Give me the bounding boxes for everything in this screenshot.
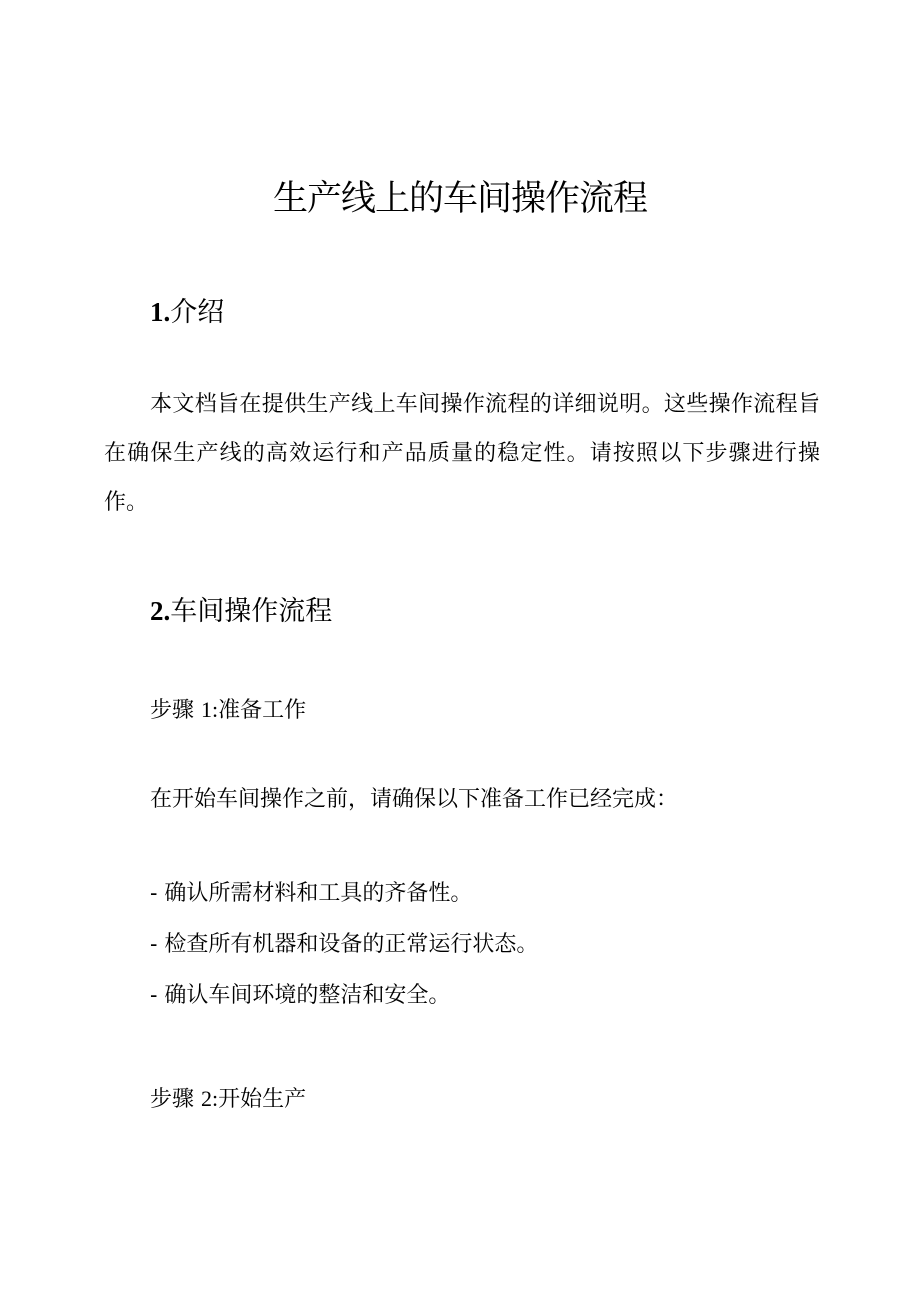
step-prefix: 步骤 (150, 698, 201, 723)
section-number: 2. (150, 596, 171, 626)
section-number: 1. (150, 297, 171, 327)
list-item: - 检查所有机器和设备的正常运行状态。 (150, 932, 539, 957)
step-heading-preparation (150, 694, 306, 727)
section-heading-text: 介绍 (170, 297, 225, 328)
step-heading-start-production (150, 1083, 306, 1116)
step-name: 准备工作 (218, 698, 307, 723)
step-prefix: 步骤 (150, 1087, 201, 1112)
preparation-checklist (150, 878, 538, 1031)
introduction-paragraph: 本文档旨在提供生产线上车间操作流程的详细说明。这些操作流程旨在确保生产线的高效运行和产品质量的稳定性。请按照以下步骤进行操作。 (104, 392, 820, 515)
list-item: - 确认所需材料和工具的齐备性。 (150, 881, 473, 906)
section-heading-workshop-procedure (150, 592, 332, 631)
document-title: 生产线上的车间操作流程 (272, 179, 647, 219)
preparation-intro: 在开始车间操作之前，请确保以下准备工作已经完成： (150, 787, 679, 812)
section-heading-introduction (150, 293, 224, 332)
list-item: - 确认车间环境的整洁和安全。 (150, 983, 451, 1008)
step-number: 1: (201, 697, 219, 722)
section-heading-text: 车间操作流程 (170, 596, 333, 627)
step-name: 开始生产 (218, 1087, 307, 1112)
step-number: 2: (201, 1086, 219, 1111)
